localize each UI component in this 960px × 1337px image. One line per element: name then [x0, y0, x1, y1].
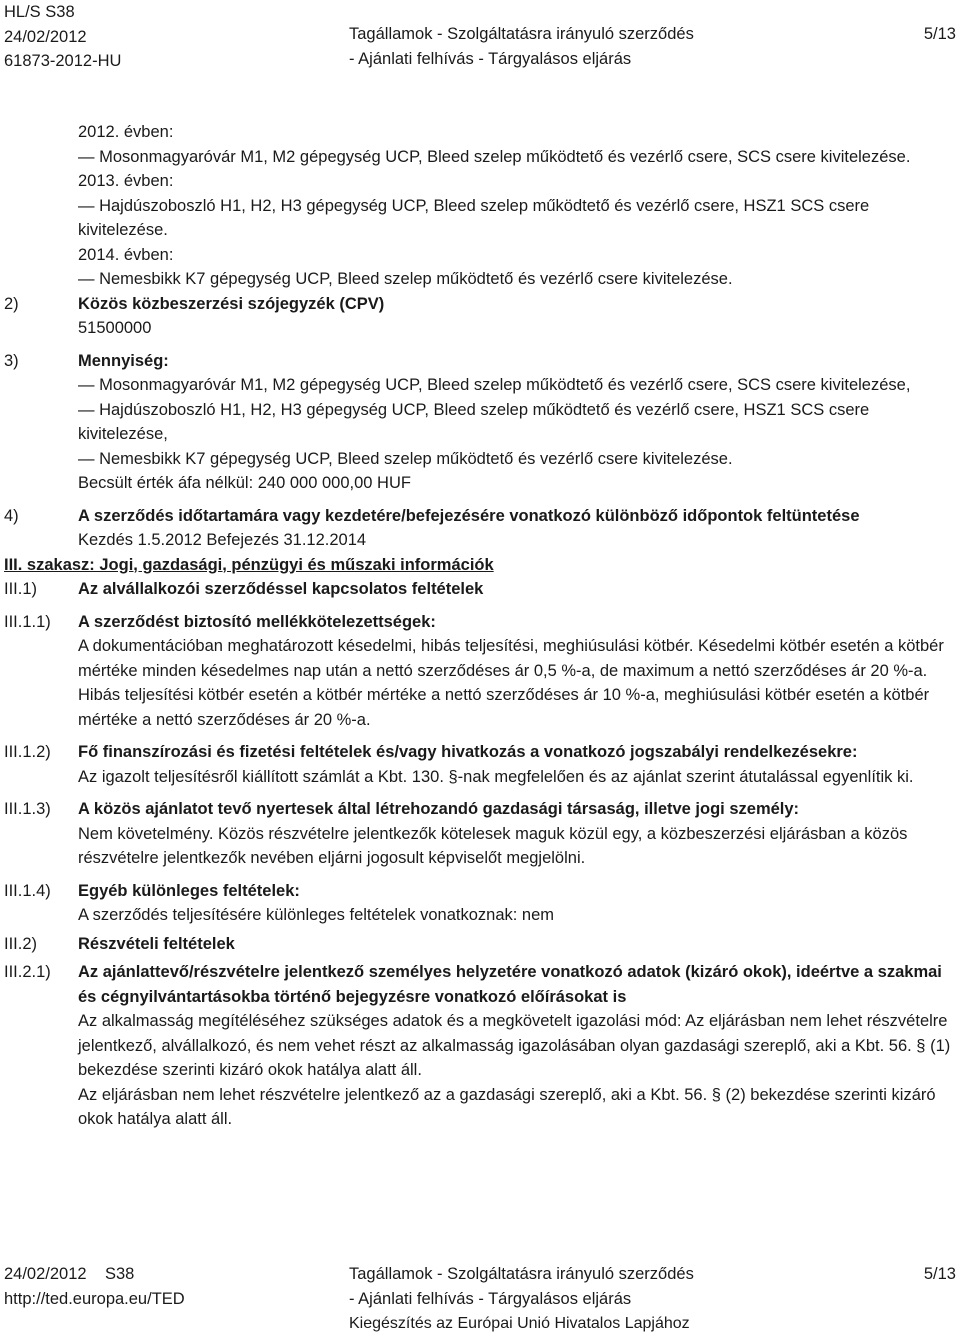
section-3-2-1-text-1: Az alkalmasság megítéléséhez szükséges adatok és a megkövetelt igazolási mód: Az eljárásban nem lehet részvételre jelentkező, alvállalkozó, és nem vehet részt az alkalmasság igazolásában olyan gazdasági szereplő, aki a Kbt. 56. § (1) bekezdése szerinti kizáró okok hatálya alatt áll. [78, 1012, 951, 1079]
section-3-1-2 [4, 740, 956, 789]
year-2013-label: 2013. évben: [78, 172, 174, 190]
section-3-2-title: Részvételi feltételek [78, 934, 235, 953]
duration-value: Kezdés 1.5.2012 Befejezés 31.12.2014 [78, 531, 367, 549]
quantity-item-1: — Mosonmagyaróvár M1, M2 gépegység UCP, Bleed szelep működtető és vezérlő csere, SCS csere kivitelezése, [78, 373, 956, 398]
header-title-1: Tagállamok - Szolgáltatásra irányuló szerződés [349, 25, 694, 43]
cpv-title: Közös közbeszerzési szójegyzék (CPV) [78, 294, 385, 313]
year-2013-item: — Hajdúszoboszló H1, H2, H3 gépegység UCP, Bleed szelep működtető és vezérlő csere, HSZ1 SCS csere kivitelezése. [78, 194, 956, 243]
section-3-1-3-title: A közös ajánlatot tevő nyertesek által létrehozandó gazdasági társaság, illetve jogi személy: [78, 800, 800, 818]
section-3-1-3 [4, 797, 956, 871]
cpv-section [4, 292, 956, 341]
section-3-2-1-number: III.2.1) [4, 963, 51, 981]
estimated-value: Becsült érték áfa nélkül: 240 000 000,00 HUF [78, 474, 411, 492]
footer-page-number: 5/13 [923, 1265, 956, 1283]
cpv-number: 2) [4, 294, 19, 313]
section-3-1-3-number: III.1.3) [4, 800, 51, 818]
section-3-title: III. szakasz: Jogi, gazdasági, pénzügyi és műszaki információk [4, 555, 494, 574]
section-3-1-1-title: A szerződést biztosító mellékkötelezettségek: [78, 612, 436, 631]
header-date: 24/02/2012 [4, 27, 87, 46]
section-3-1-2-number: III.1.2) [4, 743, 51, 761]
section-3-1-4-title: Egyéb különleges feltételek: [78, 881, 300, 900]
header-ref: 61873-2012-HU [4, 52, 122, 70]
document-body [4, 120, 956, 1132]
section-3-1-3-text: Nem követelmény. Közös részvételre jelentkezők kötelesek maguk közül egy, a közbeszerzési eljárásban a közös részvételre jelentkezők nevében eljárni jogosult képviselőt megjelölni. [78, 824, 908, 867]
section-3-2-number: III.2) [4, 934, 38, 953]
year-2012-item: — Mosonmagyaróvár M1, M2 gépegység UCP, Bleed szelep működtető és vezérlő csere, SCS csere kivitelezése. [78, 145, 956, 170]
footer-date: 24/02/2012 [4, 1265, 87, 1283]
section-3-1-title: Az alvállalkozói szerződéssel kapcsolatos feltételek [78, 580, 484, 598]
section-3-1-4 [4, 879, 956, 928]
footer-date-series [4, 1262, 134, 1287]
year-schedule [4, 120, 956, 292]
quantity-number: 3) [4, 351, 19, 370]
footer-title-3: Kiegészítés az Európai Unió Hivatalos Lapjához [349, 1315, 690, 1332]
footer-title-2: - Ajánlati felhívás - Tárgyalásos eljárás [349, 1290, 632, 1308]
section-3-2 [4, 932, 956, 957]
quantity-item-3: — Nemesbikk K7 gépegység UCP, Bleed szelep működtető és vezérlő csere kivitelezése. [78, 447, 956, 472]
section-3-1 [4, 577, 956, 602]
section-3-1-1 [4, 610, 956, 733]
year-2012-label: 2012. évben: [78, 123, 174, 141]
doc-id: HL/S S38 [4, 3, 75, 21]
header-page-number: 5/13 [923, 25, 956, 43]
page-footer [4, 1262, 956, 1334]
header-left [4, 0, 121, 74]
page-header [4, 0, 956, 70]
year-2014-item: — Nemesbikk K7 gépegység UCP, Bleed szelep működtető és vezérlő csere kivitelezése. [78, 267, 956, 292]
section-3-1-1-text: A dokumentációban meghatározott késedelmi, hibás teljesítési, meghiúsulási kötbér. Késedelmi kötbér esetén a kötbér mértéke minden késedelmes nap után a nettó szerződéses ár 0,5 %-a, de maximum a nettó szerződéses ár 20 %-a. Hibás teljesítési kötbér esetén a kötbér mértéke a nettó szerződéses ár 10 %-a, meghiúsulási kötbér esetén a kötbér mértéke a nettó szerződéses ár 20 %-a. [78, 637, 944, 729]
duration-section [4, 504, 956, 553]
header-title-2: - Ajánlati felhívás - Tárgyalásos eljárás [349, 49, 632, 68]
section-3-2-1-text-2: Az eljárásban nem lehet részvételre jelentkező az a gazdasági szereplő, aki a Kbt. 56. § (2) bekezdése szerinti kizáró okok hatálya alatt áll. [78, 1085, 936, 1128]
footer-series: S38 [104, 1265, 135, 1283]
cpv-value: 51500000 [78, 319, 152, 337]
duration-title: A szerződés időtartamára vagy kezdetére/befejezésére vonatkozó különböző időpontok feltüntetése [78, 506, 860, 525]
section-3-1-2-title: Fő finanszírozási és fizetési feltételek és/vagy hivatkozás a vonatkozó jogszabályi rendelkezésekre: [78, 743, 858, 761]
year-2014-label: 2014. évben: [78, 245, 174, 264]
footer-title-1: Tagállamok - Szolgáltatásra irányuló szerződés [349, 1265, 694, 1283]
duration-number: 4) [4, 506, 19, 525]
section-3-1-1-number: III.1.1) [4, 612, 51, 631]
section-3-1-number: III.1) [4, 580, 38, 598]
quantity-section [4, 349, 956, 496]
section-3-1-2-text: Az igazolt teljesítésről kiállított számlát a Kbt. 130. §-nak megfelelően és az ajánlat szerint átutalással egyenlítik ki. [78, 767, 914, 786]
quantity-item-2: — Hajdúszoboszló H1, H2, H3 gépegység UCP, Bleed szelep működtető és vezérlő csere, HSZ1 SCS csere kivitelezése, [78, 398, 956, 447]
header-center [349, 22, 749, 71]
section-3-2-1-title: Az ajánlattevő/részvételre jelentkező személyes helyzetére vonatkozó adatok (kizáró okok), ideértve a szakmai és cégnyilvántartásokba történő bejegyzésre vonatkozó előírásokat is [78, 963, 942, 1006]
section-3-2-1 [4, 960, 956, 1132]
section-3-1-4-number: III.1.4) [4, 881, 51, 900]
quantity-title: Mennyiség: [78, 351, 169, 370]
section-3-1-4-text: A szerződés teljesítésére különleges feltételek vonatkoznak: nem [78, 906, 555, 924]
footer-url[interactable]: http://ted.europa.eu/TED [4, 1290, 185, 1308]
